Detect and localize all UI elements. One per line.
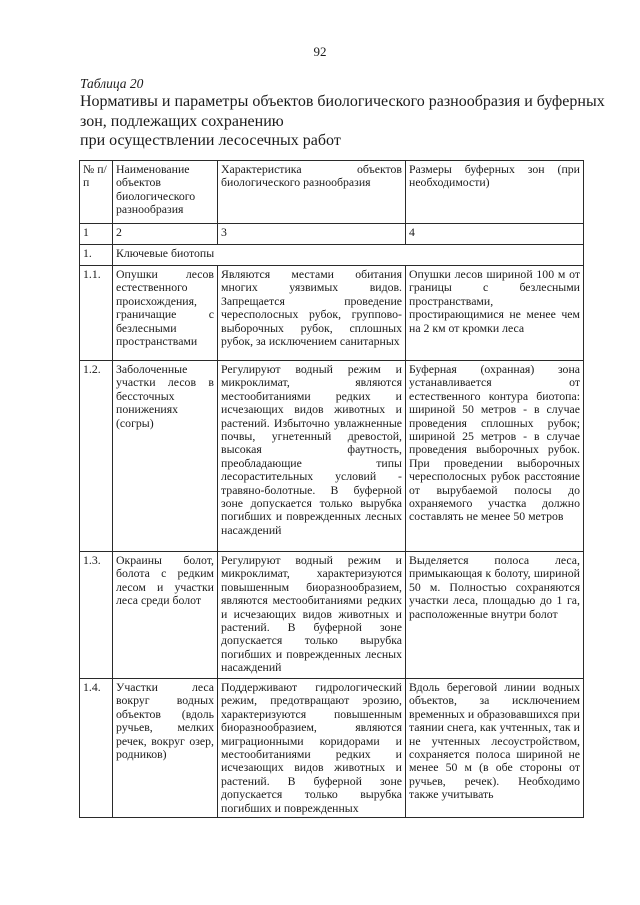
section-title: Ключевые биотопы [113, 245, 584, 266]
title-line: Нормативы и параметры объектов биологического разнообразия и буферных [80, 93, 605, 110]
column-number: 4 [406, 224, 584, 245]
row-number: 1.1. [80, 266, 113, 361]
row-name: Окраины болот, болота с редким лесом и участки леса среди болот [113, 552, 218, 679]
column-number: 2 [113, 224, 218, 245]
header-number: № п/п [80, 161, 113, 224]
header-buffer: Размеры буферных зон (при необходимости) [406, 161, 584, 224]
row-characteristic: Регулируют водный режим и микроклимат, являются местообитаниями редких и исчезающих видов животных и растений. Избыточно увлажненные почвы, угнетенный древостой, высокая фаутность, преобладающие типы лесорастительных условий - травяно-болотные. В буферной зоне допускается только вырубка погибших и поврежденных лесных насаждений [218, 361, 406, 552]
row-name: Заболоченные участки лесов в бессточных понижениях (согры) [113, 361, 218, 552]
column-numbers-row [80, 224, 584, 245]
row-name: Участки леса вокруг водных объектов (вдоль ручьев, мелких речек, вокруг озер, родников) [113, 679, 218, 818]
row-name: Опушки лесов естественного происхождения, граничащие с безлесными пространствами [113, 266, 218, 361]
document-title [80, 92, 605, 151]
table-header-row [80, 161, 584, 224]
row-number: 1.4. [80, 679, 113, 818]
page-number: 92 [313, 44, 327, 59]
title-line: зон, подлежащих сохранению [80, 112, 284, 130]
section-row [80, 245, 584, 266]
table-label: Таблица 20 [80, 76, 144, 91]
table-row [80, 266, 584, 361]
row-characteristic: Являются местами обитания многих уязвимых видов. Запрещается проведение чересполосных рубок, группово-выборочных рубок, сплошных рубок, за исключением санитарных [218, 266, 406, 361]
row-buffer: Выделяется полоса леса, примыкающая к болоту, шириной 50 м. Полностью сохраняются участки леса, площадью до 1 га, расположенные внутри болот [406, 552, 584, 679]
column-number: 1 [80, 224, 113, 245]
row-number: 1.2. [80, 361, 113, 552]
column-number: 3 [218, 224, 406, 245]
row-number: 1.3. [80, 552, 113, 679]
table-row [80, 552, 584, 679]
table-row [80, 361, 584, 552]
table-row [80, 679, 584, 818]
row-characteristic: Поддерживают гидрологический режим, предотвращают эрозию, характеризуются повышенным биоразнообразием, являются миграционными коридорами и местообитаниями редких и исчезающих видов животных и растений. В буферной зоне допускается только вырубка погибших и поврежденных [218, 679, 406, 818]
row-buffer: Опушки лесов шириной 100 м от границы с безлесными пространствами, простирающимися не менее чем на 2 км от кромки леса [406, 266, 584, 361]
row-characteristic: Регулируют водный режим и микроклимат, характеризуются повышенным биоразнообразием, являются местообитаниями редких и исчезающих видов животных и растений. В буферной зоне допускается только вырубка погибших и поврежденных лесных насаждений [218, 552, 406, 679]
section-number: 1. [80, 245, 113, 266]
norms-table [79, 160, 584, 818]
header-name: Наименование объектов биологического разнообразия [113, 161, 218, 224]
row-buffer: Буферная (охранная) зона устанавливается от естественного контура биотопа: шириной 50 метров - в случае проведения сплошных рубок; шириной 25 метров - в случае проведения выборочных рубок. При проведении выборочных чересполосных рубок расстояние от вырубаемой полосы до охраняемого участка должно составлять не менее 50 метров [406, 361, 584, 552]
title-line: при осуществлении лесосечных работ [80, 132, 341, 149]
header-characteristic: Характеристика объектов биологического разнообразия [218, 161, 406, 224]
row-buffer: Вдоль береговой линии водных объектов, за исключением временных и образовавшихся при таянии снега, как учтенных, так и не учтенных лесоустройством, сохраняется полоса шириной не менее 50 м (в обе стороны от ручьев, речек). Необходимо также учитывать [406, 679, 584, 818]
